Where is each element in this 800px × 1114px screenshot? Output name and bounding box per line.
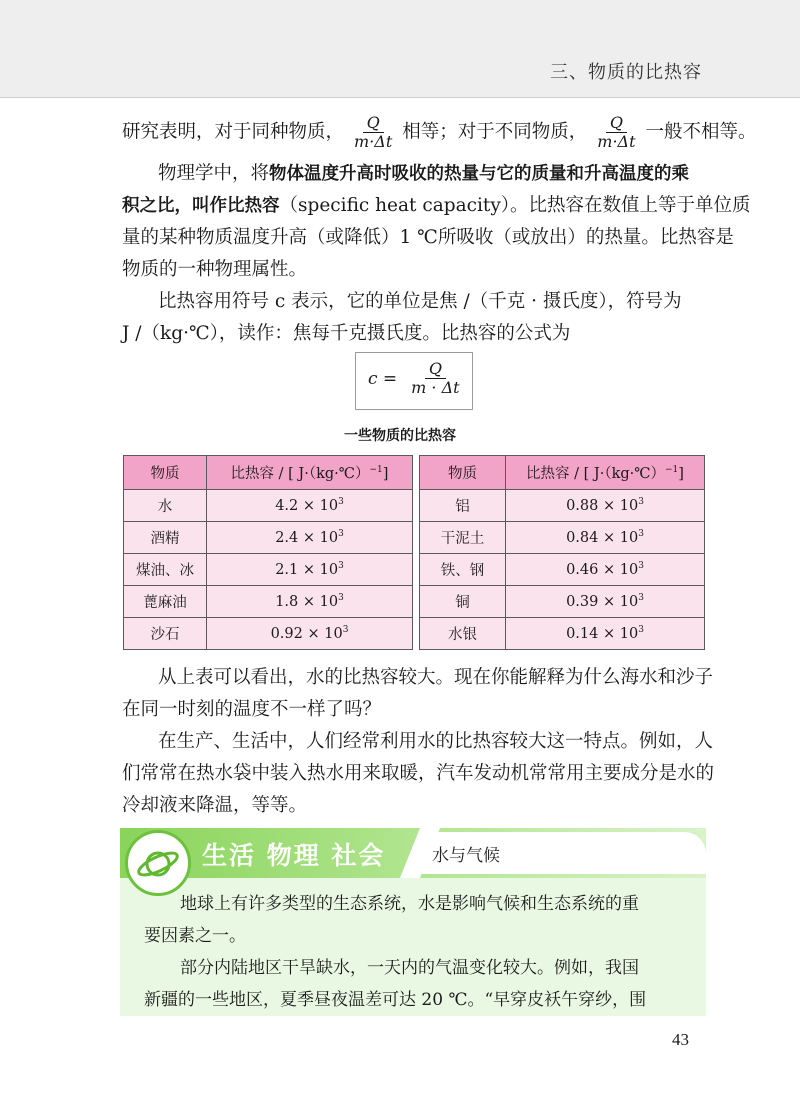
fraction-numerator: Q: [606, 114, 627, 133]
fraction-denominator: m·Δt: [597, 132, 636, 151]
value-mantissa: 0.88 × 10: [566, 497, 639, 514]
table-separator: [413, 490, 420, 522]
header-text: 比热容 / [ J·（kg·℃）: [526, 466, 665, 482]
paragraph-definition: [122, 158, 751, 286]
fraction-numerator: Q: [425, 360, 446, 379]
table-row: [124, 522, 705, 554]
substance-cell: 蓖麻油: [124, 586, 207, 618]
value-exponent: 3: [638, 497, 644, 508]
value-exponent: 3: [638, 593, 644, 604]
value-mantissa: 4.2 × 10: [275, 497, 339, 514]
value-cell: [506, 490, 705, 522]
life-physics-society-box: [120, 828, 706, 1016]
header-bracket: ]: [382, 466, 389, 482]
paragraph-line: 冷却液来降温，等等。: [122, 795, 308, 816]
paragraph-line: 要因素之一。: [144, 926, 246, 946]
value-cell: [506, 618, 705, 650]
paragraph-line: 在生产、生活中，人们经常利用水的比热容较大这一特点。例如，人: [158, 731, 714, 752]
column-header-substance: 物质: [124, 456, 207, 490]
value-cell: [207, 490, 413, 522]
substance-cell: 铝: [420, 490, 506, 522]
substance-cell: 水: [124, 490, 207, 522]
specific-heat-table: [123, 455, 705, 650]
paragraph-line: [122, 158, 707, 190]
table-header-row: [124, 456, 705, 490]
paragraph-line: 从上表可以看出，水的比热容较大。现在你能解释为什么海水和沙子: [158, 667, 714, 688]
column-header-substance: 物质: [420, 456, 506, 490]
banner-paragraph: [144, 888, 689, 952]
value-cell: [207, 586, 413, 618]
paragraph-line: 部分内陆地区干旱缺水，一天内的气温变化较大。例如，我国: [180, 958, 639, 978]
paragraph-applications: [122, 726, 715, 822]
table-separator: [413, 554, 420, 586]
value-exponent: 3: [338, 593, 344, 604]
value-cell: [506, 554, 705, 586]
header-text: 比热容 / [ J·（kg·℃）: [230, 466, 370, 482]
value-exponent: 3: [338, 561, 344, 572]
text-segment: 相等；对于不同物质，: [402, 121, 588, 143]
substance-cell: 铜: [420, 586, 506, 618]
value-exponent: 3: [638, 561, 644, 572]
substance-cell: 沙石: [124, 618, 207, 650]
fraction-denominator: m·Δt: [354, 132, 393, 151]
paragraph-line: 在同一时刻的温度不一样了吗？: [122, 699, 382, 720]
value-mantissa: 1.8 × 10: [275, 593, 339, 610]
value-exponent: 3: [338, 497, 344, 508]
value-mantissa: 0.14 × 10: [566, 625, 639, 642]
paragraph-line: 们常常在热水袋中装入热水用来取暖，汽车发动机常常用主要成分是水的: [122, 763, 715, 784]
paragraph-fraction-statement: [122, 113, 757, 151]
table-row: [124, 618, 705, 650]
header-exponent: −1: [369, 465, 383, 476]
column-header-specific-heat: [506, 456, 705, 490]
value-mantissa: 2.1 × 10: [275, 561, 339, 578]
definition-bold-text: 物体温度升高时吸收的热量与它的质量和升高温度的乘: [269, 164, 690, 184]
table-row: [124, 586, 705, 618]
formula-box: [355, 352, 473, 410]
value-mantissa: 0.92 × 10: [270, 625, 343, 642]
table-separator: [413, 456, 420, 490]
paragraph-line: 物质的一种物理属性。: [122, 259, 308, 280]
value-mantissa: 2.4 × 10: [275, 529, 339, 546]
planet-badge: [125, 830, 191, 896]
substance-cell: 酒精: [124, 522, 207, 554]
text-segment: 一般不相等。: [645, 121, 757, 143]
formula: [368, 360, 470, 397]
fraction-q-over-m-dt: [350, 114, 396, 151]
value-cell: [207, 522, 413, 554]
value-cell: [207, 618, 413, 650]
banner-paragraph: [144, 952, 689, 1016]
definition-bold-text: 积之比，叫作比热容: [122, 196, 280, 216]
paragraph-line: 地球上有许多类型的生态系统，水是影响气候和生态系统的重: [180, 894, 639, 914]
substance-cell: 水银: [420, 618, 506, 650]
formula-fraction: [407, 360, 463, 397]
paragraph-line: 量的某种物质温度升高（或降低）1 ℃所吸收（或放出）的热量。比热容是: [122, 227, 734, 248]
header-bracket: ]: [678, 466, 684, 482]
substance-cell: 煤油、冰: [124, 554, 207, 586]
paragraph-line: J /（kg·℃），读作：焦每千克摄氏度。比热容的公式为: [122, 323, 571, 344]
paragraph-line: [122, 113, 757, 151]
text-segment: 物理学中，将: [158, 163, 270, 184]
table-separator: [413, 586, 420, 618]
value-cell: [207, 554, 413, 586]
value-exponent: 3: [638, 625, 644, 636]
substance-cell: 铁、钢: [420, 554, 506, 586]
column-header-specific-heat: [207, 456, 413, 490]
table-row: [124, 490, 705, 522]
paragraph-line: 比热容用符号 c 表示，它的单位是焦 /（千克 · 摄氏度），符号为: [158, 291, 682, 312]
paragraph-table-conclusion: [122, 662, 714, 726]
value-cell: [506, 586, 705, 618]
table-caption: 一些物质的比热容: [344, 428, 456, 444]
value-exponent: 3: [338, 529, 344, 540]
text-segment: （specific heat capacity）。比热容在数值上等于单位质: [279, 195, 751, 216]
page-header: [0, 0, 800, 98]
formula-lhs: c =: [368, 368, 398, 389]
planet-icon: [135, 841, 181, 887]
paragraph-line: [122, 190, 751, 222]
value-mantissa: 0.39 × 10: [566, 593, 639, 610]
value-exponent: 3: [638, 529, 644, 540]
page-number: 43: [672, 1030, 689, 1049]
table-separator: [413, 522, 420, 554]
header-exponent: −1: [665, 465, 679, 476]
fraction-numerator: Q: [363, 114, 384, 133]
paragraph-unit: [122, 286, 707, 350]
substance-cell: 干泥土: [420, 522, 506, 554]
value-mantissa: 0.46 × 10: [566, 561, 639, 578]
fraction-q-over-m-dt: [593, 114, 639, 151]
text-segment: 研究表明，对于同种物质，: [122, 121, 345, 143]
table-separator: [413, 618, 420, 650]
value-exponent: 3: [342, 625, 349, 636]
table-row: [124, 554, 705, 586]
fraction-denominator: m · Δt: [411, 378, 460, 397]
banner-subtitle: 水与气候: [432, 846, 500, 866]
value-mantissa: 0.84 × 10: [566, 529, 639, 546]
banner-title: 生活 物理 社会: [202, 841, 386, 870]
paragraph-line: 新疆的一些地区，夏季昼夜温差可达 20 ℃。“早穿皮袄午穿纱，围: [144, 990, 647, 1010]
chapter-title: 三、物质的比热容: [550, 62, 702, 83]
value-cell: [506, 522, 705, 554]
